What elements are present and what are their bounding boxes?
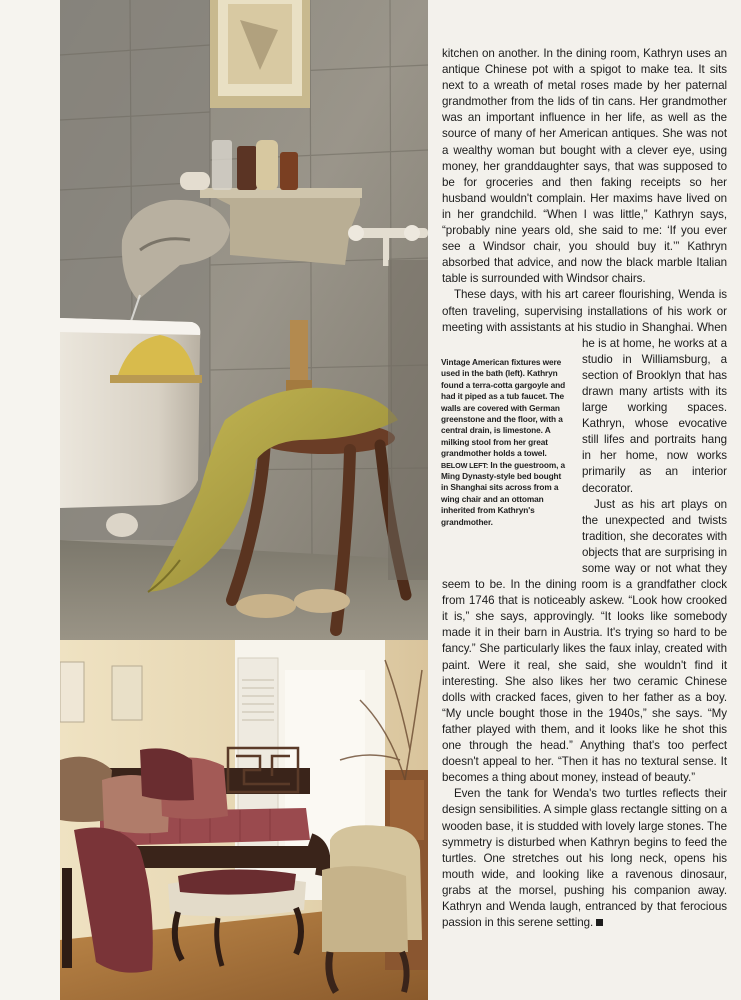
caption-text-2: In the guestroom, a Ming Dynasty-style bed bought in Shanghai sits across from a wing chair and an ottoman inherited from Kathryn's grandmother.: [441, 459, 566, 527]
p4-text: Even the tank for Wenda's two turtles reflects their design sensibilities. A simple glass rectangle sitting on a wooden base, it is studded with lovely large stones. The symmetry is disturbed when Kathryn begins to feed the turtles. One stretches out his long neck, opens his mouth wide, and looking like a ravenous dinosaur, grabs at the morsel, pushing his companion away. Kathryn and Wenda laugh, entranced by that ferocious passion in this serene setting.: [442, 787, 727, 930]
bathroom-photo: [60, 0, 428, 640]
caption-below-left-label: BELOW LEFT:: [441, 460, 489, 470]
article-body: [442, 46, 727, 931]
page-margin: [0, 0, 60, 1000]
article-paragraph-2: [442, 287, 727, 496]
article-paragraph-3: Just as his art plays on the unexpected and twists tradition, she decorates with objects that are surprising in some way or not what they seem to be. In the dining room is a grandfather clock from 1746 that is noticeably askew. “Look how crooked it is,” she says, approvingly. “It looks like somebody made it in their barn in Austria. It's trying so hard to be fancy.” She particularly likes the faux inlay, created with paint. Were it real, she said, she wouldn't find it interesting. She also likes her two ceramic Chinese dolls with cracked faces, given to her father as a boy. “My uncle bought those in the 1940s,” she says. “My father played with them, and it looks like he shot this one through the head.” Anything that's too perfect doesn't appeal to her. “Then it has no textural sense. It becomes a thing about money, instead of beauty.”: [442, 497, 727, 785]
article-paragraph-4: [442, 786, 727, 931]
article-paragraph-1: kitchen on another. In the dining room, Kathryn uses an antique Chinese pot with a spigot to make tea. It sits next to a wreath of metal roses made by her paternal grandmother from the lids of tin cans. Her grandmother was an important influence in her life, as well as the source of many of her American antiques. She was not a wealthy woman but bought with a clever eye, using money, her granddaughter says, that was supposed to be for groceries and then faking receipts so her husband wouldn't complain. Her maxims have lived on in her grandchild. “When I was little,” Kathryn says, “probably nine years old, she said to me: ‘If you ever see a Windsor chair, you should buy it.’” Kathryn absorbed that advice, and now the black marble Italian table is surrounded with Windsor chairs.: [442, 47, 727, 286]
caption-text: Vintage American fixtures were used in the bath (left). Kathryn found a terra-cotta gargoyle and had it piped as a tub faucet. The walls are covered with German greenstone and the floor, with a central drain, is limestone. A milking stool from her great grandmother holds a towel.: [441, 357, 566, 459]
end-of-article-mark: [596, 919, 603, 926]
caption-wrap-spacer: [442, 336, 582, 562]
p2-text: These days, with his art career flourishing, Wenda is often traveling, supervising installations of his work or meeting with assistants at his studio in Shanghai. When he is at home, he works at a studio in Williamsburg, a section of Brooklyn that has drawn many artists with its large working spaces. Kathryn, whose evocative still lifes and portraits hang in her home, now works primarily as an interior decorator.: [442, 288, 727, 494]
guestroom-photo: [60, 640, 428, 1000]
